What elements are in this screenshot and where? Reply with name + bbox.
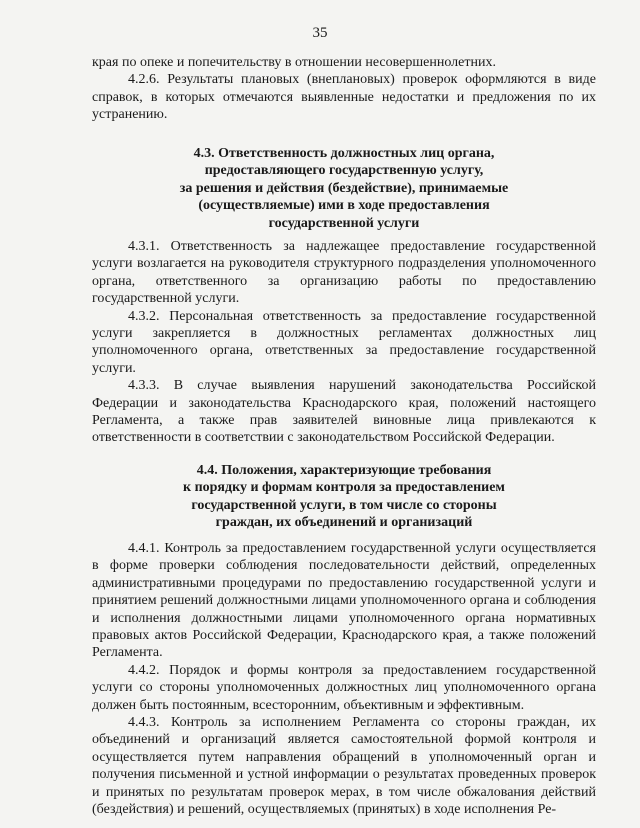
section-4-3-body [92, 238, 596, 447]
section-4-4-heading [92, 462, 596, 532]
heading-line: к порядку и формам контроля за предоставлением [183, 480, 505, 496]
top-text-block [92, 54, 596, 124]
heading-line: за решения и действия (бездействие), принимаемые [179, 180, 509, 196]
paragraph-4-2-6: 4.2.6. Результаты плановых (внеплановых) проверок оформляются в виде справок, в которых отмечаются выявленные недостатки и предложения по их устранению. [92, 72, 596, 123]
section-4-3-heading [92, 145, 596, 232]
heading-line: государственной услуги [268, 215, 420, 231]
heading-line: (осуществляемые) ими в ходе предоставления [198, 198, 490, 214]
heading-line: предоставляющего государственную услугу, [204, 163, 484, 179]
paragraph-4-4-1: 4.4.1. Контроль за предоставлением государственной услуги осуществляется в форме проверки соблюдения последовательности действий, определенных административными процедурами по предоставлению государственной услуги и принятием решений должностными лицами уполномоченного органа и соблюдения и исполнения должностными лицами уполномоченного органа нормативных правовых актов Российской Федерации, Краснодарского края, а также положений Регламента. [92, 541, 596, 661]
paragraph-4-3-1: 4.3.1. Ответственность за надлежащее предоставление государственной услуги возлагается на руководителя структурного подразделения уполномоченного органа, ответственного за организацию работы по предоставлению государственной услуги. [92, 239, 596, 307]
paragraph-4-4-3: 4.4.3. Контроль за исполнением Регламента со стороны граждан, их объединений и организаций является самостоятельной формой контроля и осуществляется путем направления обращений в уполномоченный орган и получения письменной и устной информации о результатах проведенных проверок и принятых по результатам проверок мерах, в том числе обжалования действий (бездействия) и решений, осуществляемых (принятых) в ходе исполнения Ре- [92, 715, 596, 818]
heading-line: государственной услуги, в том числе со стороны [191, 497, 497, 513]
page-number: 35 [312, 25, 328, 41]
heading-line: граждан, их объединений и организаций [215, 515, 473, 531]
paragraph-4-4-2: 4.4.2. Порядок и формы контроля за предоставлением государственной услуги со стороны уполномоченных должностных лиц уполномоченного органа должен быть постоянным, всесторонним, объективным и эффективным. [92, 662, 596, 713]
paragraph-4-3-3: 4.3.3. В случае выявления нарушений законодательства Российской Федерации и законодательства Краснодарского края, положений настоящего Регламента, а также прав заявителей виновные лица привлекаются к ответственности в соответствии с законодательством Российской Федерации. [92, 378, 596, 446]
heading-line: 4.3. Ответственность должностных лиц органа, [193, 146, 495, 161]
paragraph-4-3-2: 4.3.2. Персональная ответственность за предоставление государственной услуги закрепляется в должностных регламентах должностных лиц уполномоченного органа, ответственных за предоставление государственной услуги. [92, 308, 596, 376]
paragraph-continuation: края по опеке и попечительству в отношении несовершеннолетних. [92, 55, 496, 70]
heading-line: 4.4. Положения, характеризующие требования [196, 463, 492, 478]
section-4-4-body [92, 540, 596, 819]
